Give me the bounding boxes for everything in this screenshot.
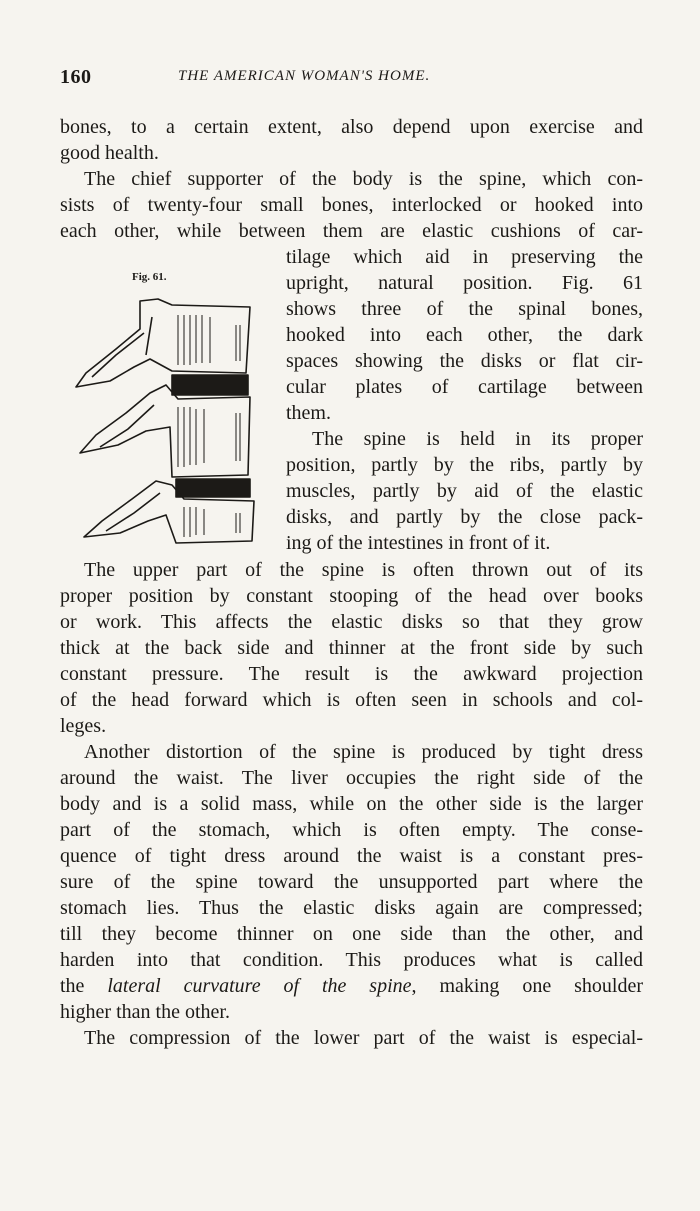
text-line: Another distortion of the spine is produced by tight dress (84, 741, 643, 763)
spine-figure (60, 265, 265, 550)
text-line: the lateral curvature of the spine, making one shoulder (60, 975, 643, 997)
text-line: stomach lies. Thus the elastic disks again are compressed; (60, 897, 643, 919)
text-line: The chief supporter of the body is the spine, which con- (84, 168, 643, 190)
text-line: spaces showing the disks or flat cir- (286, 350, 643, 372)
text-line: till they become thinner on one side than the other, and (60, 923, 643, 945)
text-line: The spine is held in its proper (312, 428, 643, 450)
page-header (60, 66, 640, 96)
text-line: part of the stomach, which is often empty. The conse- (60, 819, 643, 841)
spine-vertebrae-illustration (60, 285, 265, 550)
text-line: shows three of the spinal bones, (286, 298, 643, 320)
text-line: disks, and partly by the close pack- (286, 506, 643, 528)
text-line: The compression of the lower part of the waist is especial- (84, 1027, 643, 1049)
text-line: sists of twenty-four small bones, interlocked or hooked into (60, 194, 643, 216)
text-line: position, partly by the ribs, partly by (286, 454, 643, 476)
text-line: hooked into each other, the dark (286, 324, 643, 346)
text-line: them. (286, 402, 331, 424)
text-line: around the waist. The liver occupies the right side of the (60, 767, 643, 789)
text-line: muscles, partly by aid of the elastic (286, 480, 643, 502)
text-line: tilage which aid in preserving the (286, 246, 643, 268)
text-line: leges. (60, 715, 107, 737)
text-line: upright, natural position. Fig. 61 (286, 272, 643, 294)
figure-caption: Fig. 61. (132, 271, 167, 283)
text-line: constant pressure. The result is the awkward projection (60, 663, 643, 685)
italic-term: lateral curvature of the spine (107, 975, 412, 997)
text-line: The upper part of the spine is often thrown out of its (84, 559, 643, 581)
text-line: or work. This affects the elastic disks so that they grow (60, 611, 643, 633)
text-line: each other, while between them are elastic cushions of car- (60, 220, 643, 242)
text-line: harden into that condition. This produces what is called (60, 949, 643, 971)
page-number: 160 (60, 66, 92, 88)
text-line: quence of tight dress around the waist is a constant pres- (60, 845, 643, 867)
text-line: higher than the other. (60, 1001, 230, 1023)
text-line: thick at the back side and thinner at the front side by such (60, 637, 643, 659)
text-line: cular plates of cartilage between (286, 376, 643, 398)
text-line: body and is a solid mass, while on the other side is the larger (60, 793, 643, 815)
text-line: ing of the intestines in front of it. (286, 532, 551, 554)
running-title: THE AMERICAN WOMAN'S HOME. (178, 68, 431, 84)
text-line: sure of the spine toward the unsupported part where the (60, 871, 643, 893)
text-line: bones, to a certain extent, also depend upon exercise and (60, 116, 643, 138)
text-line: good health. (60, 142, 159, 164)
text-line: of the head forward which is often seen in schools and col- (60, 689, 643, 711)
text-line: proper position by constant stooping of the head over books (60, 585, 643, 607)
